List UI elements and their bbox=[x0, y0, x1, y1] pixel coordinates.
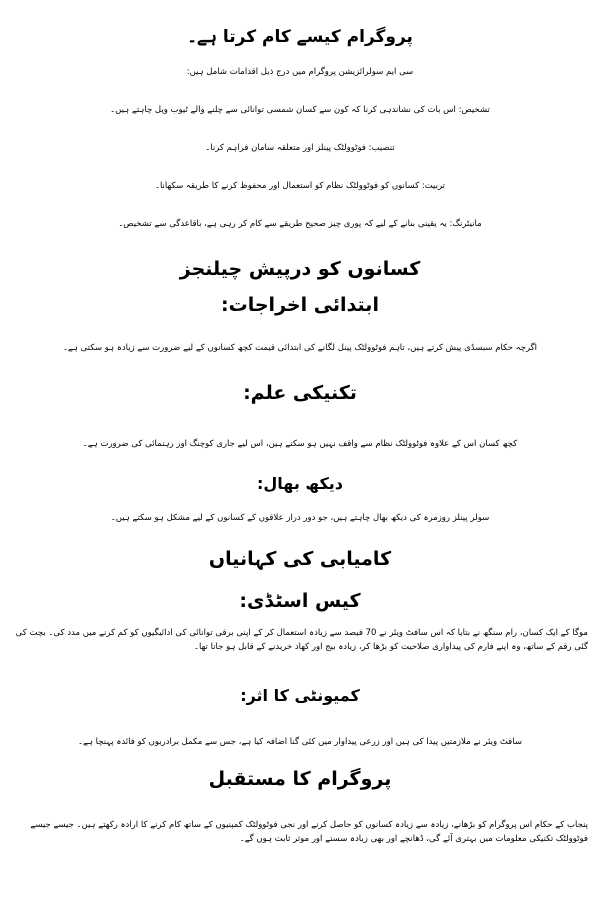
step-assessment: تشخیص: اس بات کی نشاندہی کرنا کہ کون سے کسان شمسی توانائی سے چلنے والے ٹیوب ویل چاہتے ہیں۔ bbox=[110, 105, 490, 115]
maintenance-heading: دیکھ بھال: bbox=[256, 474, 344, 493]
future-heading: پروگرام کا مستقبل bbox=[208, 768, 392, 790]
maintenance-text: سولر پینلز روزمرہ کی دیکھ بھال چاہتے ہیں، جو دور دراز علاقوں کے کسانوں کے لیے مشکل ہو سکتے ہیں۔ bbox=[110, 513, 490, 523]
future-text: پنجاب کے حکام اس پروگرام کو بڑھانے، زیادہ سے زیادہ کسانوں کو حاصل کرنے اور نجی فوٹوولٹک کمپنیوں کے ساتھ کام کرنے کا ارادہ رکھتے ہیں۔ جیسے جیسے فوٹوولٹک تکنیکی معلومات میں بہتری آئے گی، ڈھانچے اور بھی زیادہ سستے اور موثر ثابت ہوں گے۔ bbox=[30, 820, 588, 844]
costs-text: اگرچہ حکام سبسڈی پیش کرتے ہیں، تاہم فوٹوولٹک پینل لگانے کی ابتدائی قیمت کچھ کسانوں کے لیے ضرورت سے زیادہ ہو سکتی ہے۔ bbox=[62, 343, 538, 353]
tech-text: کچھ کسان اس کے علاوہ فوٹوولٹک نظام سے واقف نہیں ہو سکتے ہیں، اس لیے جاری کوچنگ اور رہنمائی کی ضرورت ہے۔ bbox=[82, 439, 518, 449]
intro-text: سی ایم سولرائزیشن پروگرام میں درج ذیل اقدامات شامل ہیں: bbox=[186, 67, 414, 77]
community-impact-text: سافٹ ویئر نے ملازمتیں پیدا کی ہیں اور زرعی پیداوار میں کئی گنا اضافہ کیا ہے، جس سے مکمل برادریوں کو فائدہ پہنچا ہے۔ bbox=[78, 737, 522, 747]
costs-heading: ابتدائی اخراجات: bbox=[221, 294, 379, 316]
tech-heading: تکنیکی علم: bbox=[243, 382, 357, 404]
step-monitoring: مانیٹرنگ: یہ یقینی بنانے کے لیے کہ پوری چیز صحیح طریقے سے کام کر رہی ہے، باقاعدگی سے تشخیص۔ bbox=[118, 219, 482, 229]
step-installation: تنصیب: فوٹوولٹک پینلز اور متعلقہ سامان فراہم کرنا۔ bbox=[205, 143, 395, 153]
success-heading: کامیابی کی کہانیاں bbox=[208, 548, 392, 570]
challenges-heading: کسانوں کو درپیش چیلنجز bbox=[179, 258, 421, 280]
case-study-text: موگا کے ایک کسان، رام سنگھ نے بتایا کہ اس سافٹ ویئر نے 70 فیصد سے زیادہ استعمال کر کے اپنی برقی توانائی کی ادائیگیوں کو کم کرنے میں مدد کی۔ بچت کی گئی رقم کے ساتھ، وہ اپنے فارم کی پیداواری صلاحیت کو بڑھا کر، زیادہ بیج اور کھاد خریدنے کے قابل ہو جاتا تھا۔ bbox=[15, 628, 588, 652]
case-study-heading: کیس اسٹڈی: bbox=[239, 590, 361, 612]
community-impact-heading: کمیونٹی کا اثر: bbox=[240, 686, 360, 705]
step-training: تربیت: کسانوں کو فوٹوولٹک نظام کو استعمال اور محفوظ کرنے کا طریقہ سکھانا۔ bbox=[154, 181, 446, 191]
page-title: پروگرام کیسے کام کرتا ہے۔ bbox=[187, 27, 413, 47]
